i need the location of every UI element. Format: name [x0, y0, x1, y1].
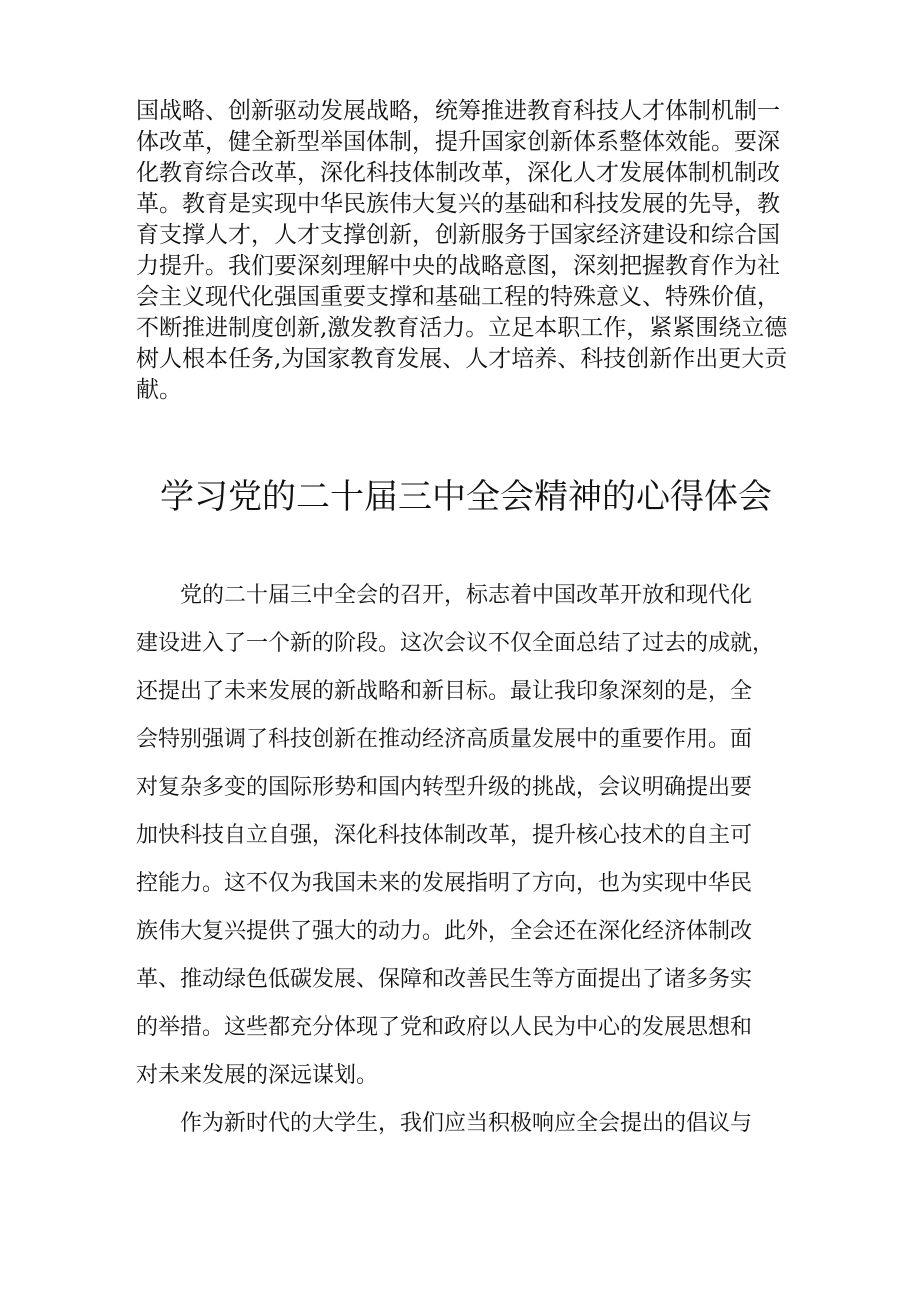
- text-line: 育支撑人才，人才支撑创新，创新服务于国家经济建设和综合国: [136, 222, 780, 248]
- body-text-section-2: [136, 572, 796, 1148]
- text-line: 会主义现代化强国重要支撑和基础工程的特殊意义、特殊价值，: [136, 284, 780, 310]
- text-line: 体改革，健全新型举国体制，提升国家创新体系整体效能。要深: [136, 129, 780, 155]
- body-text-section-1: [136, 96, 796, 406]
- text-line: 化教育综合改革，深化科技体制改革，深化人才发展体制机制改: [136, 160, 780, 186]
- text-line: 加快科技自立自强，深化科技体制改革，提升核心技术的自主可: [136, 823, 753, 848]
- text-line: 献。: [136, 377, 182, 403]
- text-line: 树人根本任务,为国家教育发展、人才培养、科技创新作出更大贡: [136, 346, 788, 372]
- text-line: 不断推进制度创新,激发教育活力。立足本职工作，紧紧围绕立德: [136, 315, 788, 341]
- text-line: 会特别强调了科技创新在推动经济高质量发展中的重要作用。面: [136, 727, 753, 752]
- page-title: 学习党的二十届三中全会精神的心得体会: [160, 477, 772, 517]
- text-line: 的举措。这些都充分体现了党和政府以人民为中心的发展思想和: [136, 1015, 753, 1040]
- text-line: 建设进入了一个新的阶段。这次会议不仅全面总结了过去的成就，: [136, 631, 775, 656]
- paragraph-first-line: 党的二十届三中全会的召开，标志着中国改革开放和现代化: [180, 583, 753, 608]
- text-line: 族伟大复兴提供了强大的动力。此外，全会还在深化经济体制改: [136, 919, 753, 944]
- paragraph-first-line: 作为新时代的大学生，我们应当积极响应全会提出的倡议与: [180, 1111, 753, 1136]
- text-line: 革。教育是实现中华民族伟大复兴的基础和科技发展的先导，教: [136, 191, 780, 217]
- text-line: 国战略、创新驱动发展战略，统筹推进教育科技人才体制机制一: [136, 98, 780, 124]
- text-line: 对未来发展的深远谋划。: [136, 1063, 379, 1088]
- text-line: 还提出了未来发展的新战略和新目标。最让我印象深刻的是，全: [136, 679, 753, 704]
- text-line: 力提升。我们要深刻理解中央的战略意图，深刻把握教育作为社: [136, 253, 780, 279]
- text-line: 控能力。这不仅为我国未来的发展指明了方向，也为实现中华民: [136, 871, 753, 896]
- text-line: 对复杂多变的国际形势和国内转型升级的挑战，会议明确提出要: [136, 775, 753, 800]
- text-line: 革、推动绿色低碳发展、保障和改善民生等方面提出了诸多务实: [136, 967, 753, 992]
